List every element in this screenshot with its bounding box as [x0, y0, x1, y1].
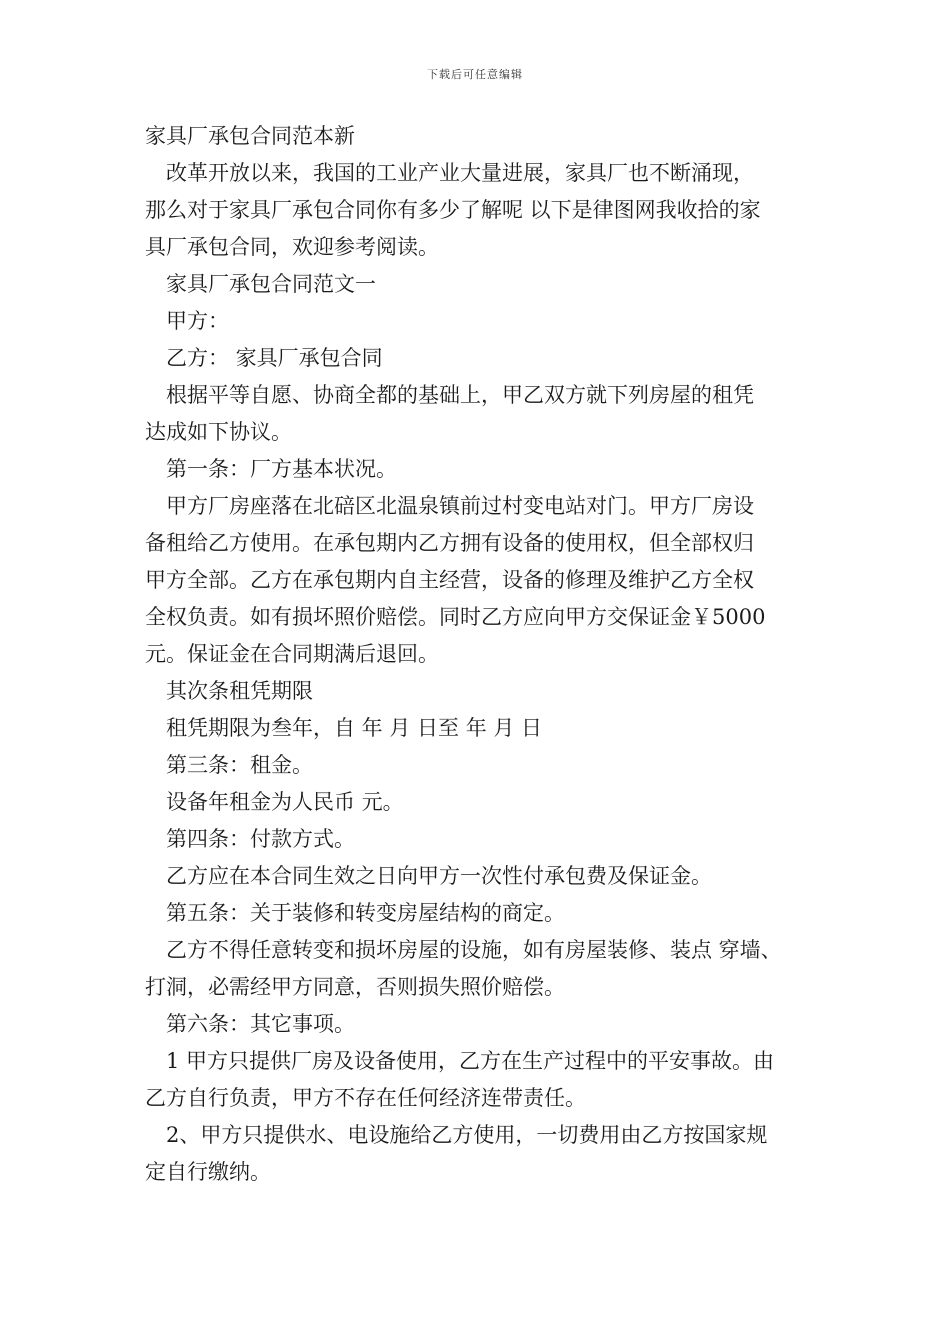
document-line: 乙方不得任意转变和损坏房屋的设施，如有房屋装修、装点 穿墙、: [166, 938, 782, 962]
document-line: 全权负责。如有损坏照价赔偿。同时乙方应向甲方交保证金￥5000: [145, 605, 766, 629]
document-line: 具厂承包合同，欢迎参考阅读。: [145, 235, 439, 259]
document-line: 其次条租凭期限: [166, 679, 313, 703]
document-line: 第六条：其它事项。: [166, 1012, 355, 1036]
document-line: 第三条：租金。: [166, 753, 313, 777]
document-line: 乙方自行负责，甲方不存在任何经济连带责任。: [145, 1086, 586, 1110]
document-line: 第四条：付款方式。: [166, 827, 355, 851]
document-line: 那么对于家具厂承包合同你有多少了解呢 以下是律图网我收拾的家: [145, 198, 761, 222]
document-line: 家具厂承包合同范文一: [166, 272, 376, 296]
document-line: 备租给乙方使用。在承包期内乙方拥有设备的使用权，但全部权归: [145, 531, 754, 555]
document-line: 甲方：: [166, 309, 229, 333]
document-line: 元。保证金在合同期满后退回。: [145, 642, 439, 666]
document-line: 2、甲方只提供水、电设施给乙方使用，一切费用由乙方按国家规: [166, 1123, 768, 1147]
document-line: 1 甲方只提供厂房及设备使用，乙方在生产过程中的平安事故。由: [166, 1049, 775, 1073]
document-line: 乙方： 家具厂承包合同: [166, 346, 383, 370]
document-line: 甲方全部。乙方在承包期内自主经营，设备的修理及维护乙方全权: [145, 568, 754, 592]
document-line: 家具厂承包合同范本新: [145, 124, 355, 148]
document-line: 乙方应在本合同生效之日向甲方一次性付承包费及保证金。: [166, 864, 712, 888]
document-line: 第一条：厂方基本状况。: [166, 457, 397, 481]
document-line: 租凭期限为叁年，自 年 月 日至 年 月 日: [166, 716, 543, 740]
document-line: 设备年租金为人民币 元。: [166, 790, 404, 814]
document-line: 第五条：关于装修和转变房屋结构的商定。: [166, 901, 565, 925]
document-line: 根据平等自愿、协商全都的基础上，甲乙双方就下列房屋的租凭: [166, 383, 754, 407]
document-line: 甲方厂房座落在北碚区北温泉镇前过村变电站对门。甲方厂房设: [166, 494, 754, 518]
document-line: 打洞，必需经甲方同意，否则损失照价赔偿。: [145, 975, 565, 999]
document-line: 定自行缴纳。: [145, 1160, 271, 1184]
document-line: 达成如下协议。: [145, 420, 292, 444]
document-line: 改革开放以来，我国的工业产业大量进展，家具厂也不断涌现，: [166, 161, 754, 185]
page-header-note: 下载后可任意编辑: [427, 68, 523, 81]
document-body: [145, 118, 825, 1191]
